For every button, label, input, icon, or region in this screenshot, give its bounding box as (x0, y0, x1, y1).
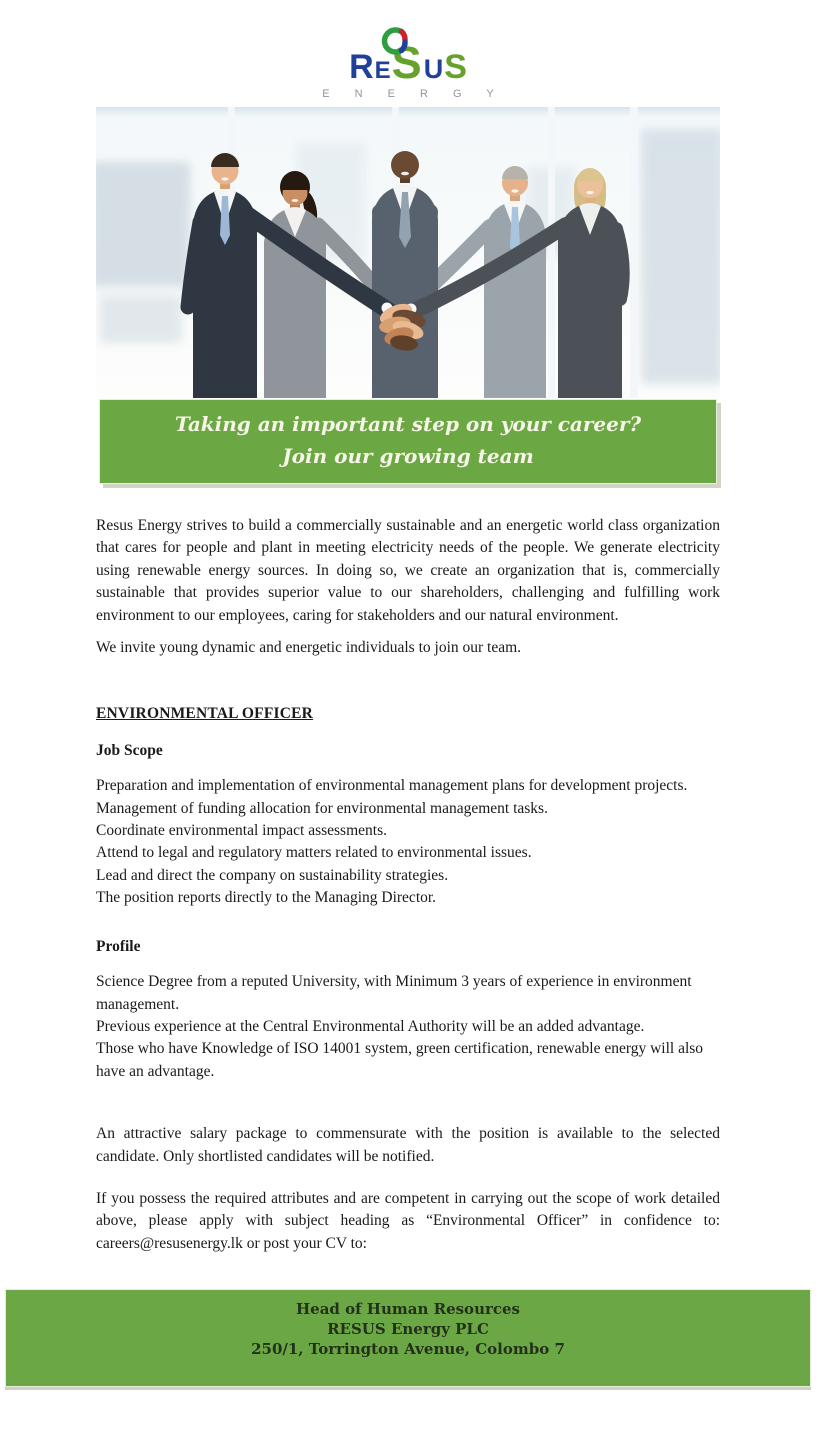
logo-subtitle: E N E R G Y (322, 88, 505, 100)
logo-letter: S (391, 37, 422, 88)
logo-header (0, 0, 816, 102)
footer-address-box (5, 1289, 811, 1387)
job-scope-item: Coordinate environmental impact assessments. (96, 822, 387, 840)
banner-line1: Taking an important step on your career? (174, 412, 642, 436)
profile-item: Those who have Knowledge of ISO 14001 system, green certification, renewable energy will also have an advantage. (96, 1040, 704, 1080)
job-scope-list (96, 775, 720, 909)
job-scope-item: Lead and direct the company on sustainability strategies. (96, 866, 449, 884)
salary-paragraph: An attractive salary package to commensurate with the position is available to the selected candidate. Only shortlisted candidates will be notified. (96, 1125, 720, 1165)
footer-line-company: RESUS Energy PLC (327, 1320, 489, 1339)
resus-logo (311, 37, 505, 100)
profile-item: Science Degree from a reputed University, with Minimum 3 years of experience in environment management. (96, 973, 692, 1013)
job-scope-item: The position reports directly to the Managing Director. (96, 889, 437, 907)
career-banner (99, 399, 717, 484)
banner-line2: Join our growing team (282, 444, 534, 468)
profile-list (96, 971, 720, 1083)
logo-letter: S (444, 48, 467, 86)
logo-letter: U (423, 54, 444, 84)
profile-item: Previous experience at the Central Environmental Authority will be an added advantage. (96, 1017, 645, 1035)
logo-letter: R (349, 48, 374, 86)
profile-heading: Profile (96, 937, 141, 955)
content (96, 515, 720, 1255)
job-scope-item: Attend to legal and regulatory matters related to environmental issues. (96, 844, 532, 862)
footer-line-address: 250/1, Torrington Avenue, Colombo 7 (251, 1340, 565, 1359)
logo-letter: E (374, 57, 391, 84)
invite-line: We invite young dynamic and energetic individuals to join our team. (96, 639, 522, 657)
logo-swirl-icon (377, 24, 411, 58)
intro-paragraph: Resus Energy strives to build a commercially sustainable and an energetic world class organization that cares for people and plant in meeting electricity needs of the people. We generate electricity using renewable energy sources. In doing so, we create an organization that is, commercially sustainable that provides superior value to our shareholders, challenging and fulfilling work environment to our employees, caring for stakeholders and our natural environment. (96, 517, 720, 624)
job-scope-heading: Job Scope (96, 741, 163, 759)
job-title-heading: ENVIRONMENTAL OFFICER (96, 705, 314, 723)
team-photo (96, 107, 720, 398)
footer-line-hr: Head of Human Resources (295, 1300, 520, 1319)
job-scope-item: Management of funding allocation for environmental management tasks. (96, 799, 548, 817)
job-scope-item: Preparation and implementation of environmental management plans for development projects. (96, 777, 688, 795)
apply-paragraph: If you possess the required attributes and are competent in carrying out the scope of work detailed above, please apply with subject heading as “Environmental Officer” in confidence to: careers@resusenergy.lk or post your CV to: (96, 1189, 720, 1252)
